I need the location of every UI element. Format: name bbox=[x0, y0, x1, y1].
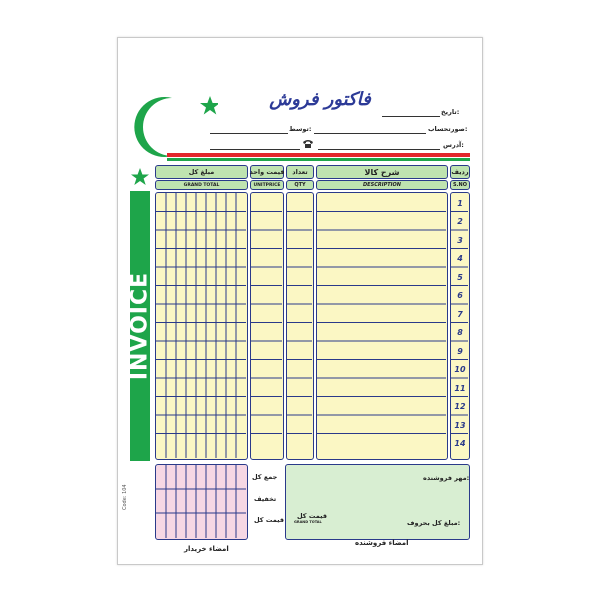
row-number: 9 bbox=[457, 347, 463, 356]
seller-total-en: GRAND TOTAL bbox=[294, 520, 322, 524]
amount-in-words-label: مبلغ کل بحروف: bbox=[407, 519, 461, 527]
unitprice-column-panel[interactable] bbox=[250, 192, 284, 460]
unitprice-grid bbox=[251, 193, 282, 458]
row-grid bbox=[451, 193, 468, 458]
by-field[interactable] bbox=[210, 133, 288, 134]
col-qty-header: تعداد bbox=[286, 165, 314, 179]
description-column-panel[interactable] bbox=[316, 192, 448, 460]
col-total-header-en: GRAND TOTAL bbox=[155, 180, 248, 190]
discount-label: تخفیف bbox=[254, 495, 277, 503]
seller-stamp-label: مهر فروشنده: bbox=[423, 474, 470, 482]
address-field[interactable] bbox=[318, 149, 440, 150]
col-total-header: مبلغ کل bbox=[155, 165, 248, 179]
crescent-icon bbox=[134, 97, 172, 157]
total-grid bbox=[156, 193, 246, 458]
phone-field[interactable] bbox=[210, 149, 300, 150]
row-number-panel bbox=[450, 192, 470, 460]
row-number: 7 bbox=[457, 310, 463, 319]
phone-icon bbox=[302, 139, 314, 149]
account-field[interactable] bbox=[314, 133, 426, 134]
date-label: تاریخ: bbox=[441, 108, 460, 116]
row-number: 4 bbox=[457, 254, 463, 263]
total-column-panel[interactable] bbox=[155, 192, 248, 460]
row-number: 12 bbox=[454, 402, 466, 411]
seller-signature-label: امضاء فروشنده bbox=[355, 539, 409, 547]
row-number: 2 bbox=[457, 217, 463, 226]
star-icon bbox=[130, 167, 150, 187]
green-divider bbox=[167, 158, 470, 161]
address-label: آدرس: bbox=[443, 141, 464, 149]
page-title: فاکتور فروش bbox=[269, 89, 371, 110]
col-qty-header-en: QTY bbox=[286, 180, 314, 190]
description-grid bbox=[317, 193, 446, 458]
qty-grid bbox=[287, 193, 312, 458]
row-number: 11 bbox=[454, 384, 466, 393]
col-row-header: ردیف bbox=[450, 165, 470, 179]
totals-grid bbox=[156, 465, 246, 538]
total-label: قیمت کل bbox=[254, 516, 284, 524]
row-number: 1 bbox=[457, 199, 463, 208]
red-divider bbox=[167, 153, 470, 157]
row-number: 3 bbox=[457, 236, 463, 245]
star-icon bbox=[200, 96, 218, 115]
col-unitprice-header: قیمت واحد bbox=[250, 165, 284, 179]
seller-total-label: قیمت کل bbox=[297, 512, 327, 520]
row-number: 5 bbox=[457, 273, 463, 282]
code-label: Code: 104 bbox=[122, 484, 128, 510]
account-label: صورتحساب: bbox=[428, 125, 468, 133]
date-field[interactable] bbox=[382, 116, 440, 117]
crescent-star-logo bbox=[128, 92, 218, 160]
qty-column-panel[interactable] bbox=[286, 192, 314, 460]
col-description-header-en: DESCRIPTION bbox=[316, 180, 448, 190]
col-row-header-en: S.NO bbox=[450, 180, 470, 190]
row-number: 14 bbox=[454, 439, 466, 448]
col-unitprice-header-en: UNITPRICE bbox=[250, 180, 284, 190]
row-number: 13 bbox=[454, 421, 466, 430]
sum-label: جمع کل bbox=[252, 473, 278, 481]
buyer-signature-label: امضاء خریدار bbox=[184, 545, 229, 553]
by-label: توسط: bbox=[289, 125, 312, 133]
col-description-header: شرح کالا bbox=[316, 165, 448, 179]
invoice-label: INVOICE bbox=[127, 271, 153, 381]
row-number: 8 bbox=[457, 328, 463, 337]
totals-panel[interactable] bbox=[155, 464, 248, 540]
row-number: 10 bbox=[454, 365, 466, 374]
row-number: 6 bbox=[457, 291, 463, 300]
